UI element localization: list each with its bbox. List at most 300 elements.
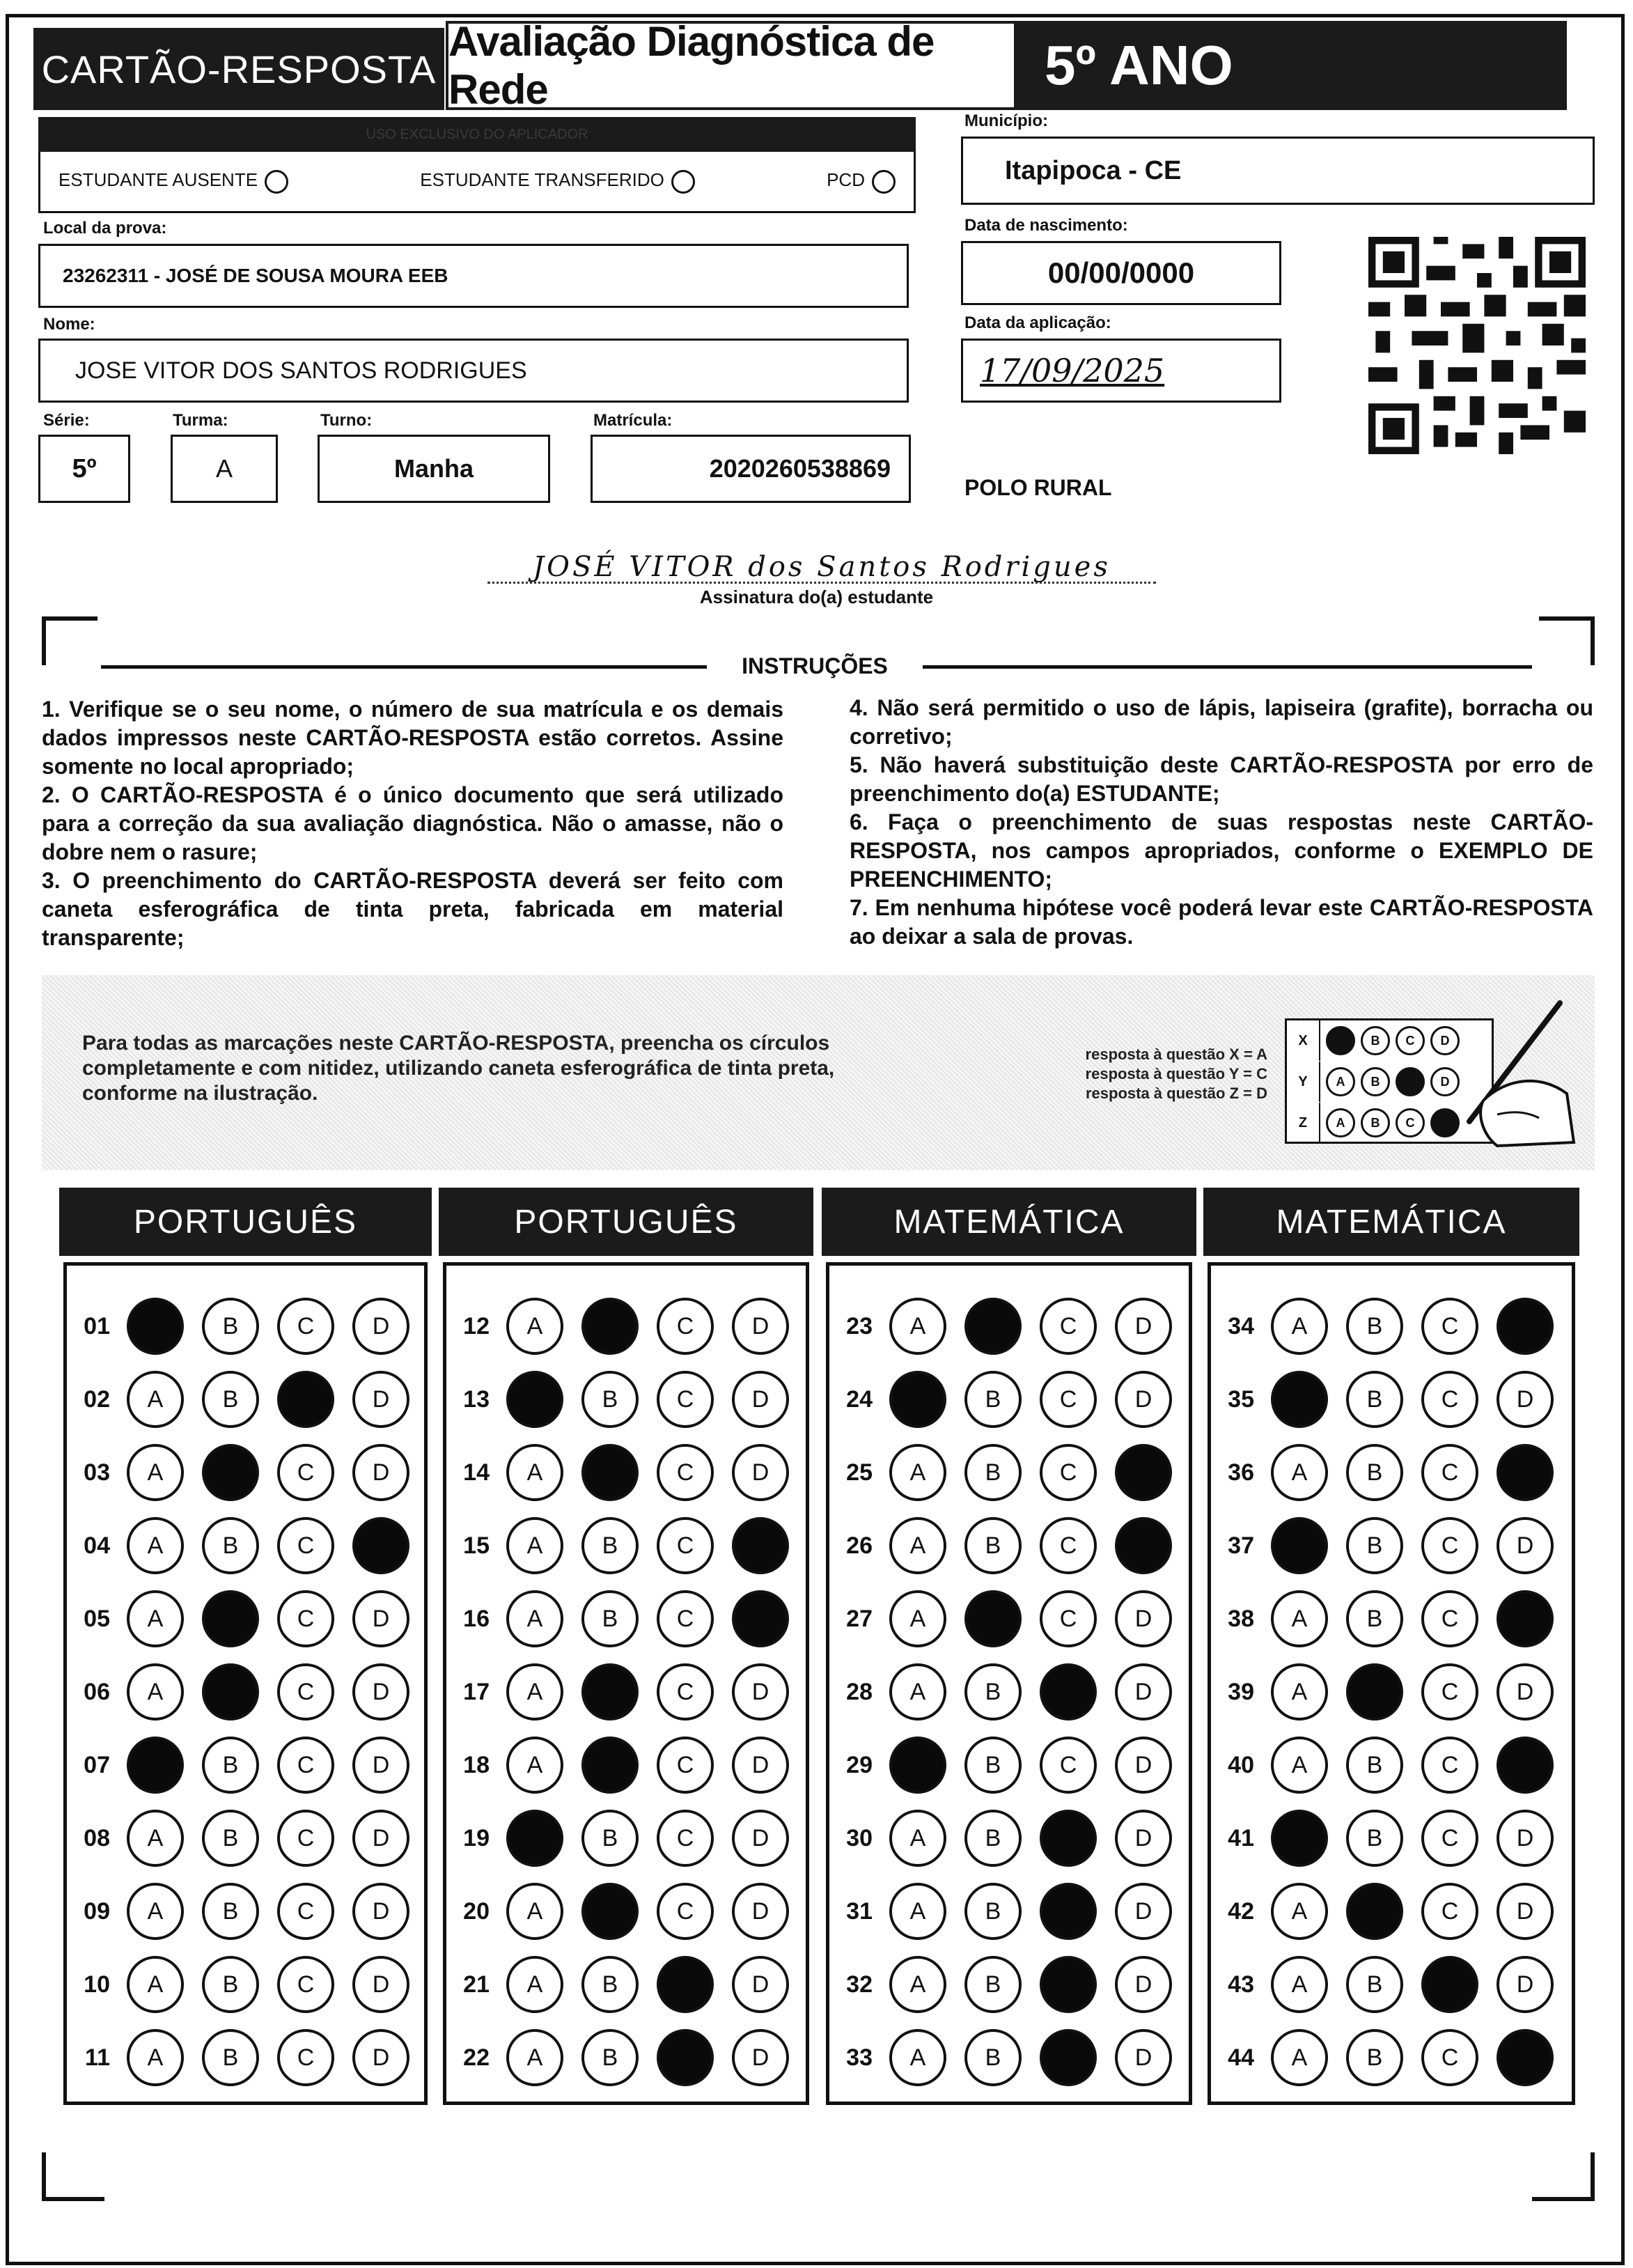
- answer-bubble-b[interactable]: B: [1346, 1590, 1403, 1647]
- answer-bubble-a[interactable]: A: [127, 2029, 184, 2086]
- answer-bubble-d[interactable]: D: [732, 1517, 789, 1574]
- question-number: 03: [84, 1459, 110, 1486]
- answer-bubble-a[interactable]: A: [127, 1663, 184, 1721]
- question-row: [67, 1734, 409, 1796]
- answer-bubble-b[interactable]: B: [1346, 1517, 1403, 1574]
- answer-bubble-b[interactable]: B: [202, 1298, 259, 1355]
- question-number: 25: [846, 1459, 873, 1486]
- answer-bubble-d[interactable]: D: [1115, 1810, 1172, 1867]
- question-row: [1211, 1807, 1554, 1870]
- answer-bubble-a[interactable]: A: [1271, 1663, 1328, 1721]
- answer-bubble-d[interactable]: D: [1115, 1444, 1172, 1501]
- answer-bubble-c[interactable]: C: [1040, 1590, 1097, 1647]
- applicator-bar: USO EXCLUSIVO DO APLICADOR: [38, 117, 916, 152]
- answer-bubble-d[interactable]: D: [732, 1883, 789, 1940]
- answer-bubble-c[interactable]: C: [1421, 1444, 1478, 1501]
- answer-bubble-a[interactable]: A: [1271, 1956, 1328, 2013]
- answer-bubble-d[interactable]: D: [352, 1590, 409, 1647]
- question-row: [446, 1880, 789, 1943]
- answer-bubble-a[interactable]: A: [1271, 1298, 1328, 1355]
- answer-bubble-a[interactable]: A: [506, 1298, 563, 1355]
- answer-bubble-a[interactable]: A: [889, 1663, 946, 1721]
- answer-bubble-a[interactable]: A: [1271, 1810, 1328, 1867]
- panel-title: MATEMÁTICA: [822, 1188, 1196, 1256]
- answer-bubble-a[interactable]: A: [506, 1663, 563, 1721]
- example-bubble-b: B: [1361, 1026, 1390, 1055]
- question-number: 07: [84, 1751, 110, 1778]
- question-number: 37: [1228, 1532, 1254, 1559]
- instructions-rule-left: [101, 665, 707, 669]
- example-row-label: Z: [1287, 1103, 1320, 1143]
- answer-bubble-d[interactable]: D: [1497, 2029, 1554, 2086]
- answer-bubble-d[interactable]: D: [1115, 1590, 1172, 1647]
- answer-bubble-a[interactable]: A: [127, 1737, 184, 1794]
- answer-bubble-a[interactable]: A: [889, 1737, 946, 1794]
- answer-bubble-b[interactable]: B: [581, 1883, 639, 1940]
- answer-bubble-b[interactable]: B: [1346, 1810, 1403, 1867]
- answer-bubble-c[interactable]: C: [1421, 1956, 1478, 2013]
- question-number: 36: [1228, 1459, 1254, 1486]
- answer-bubble-a[interactable]: A: [506, 1444, 563, 1501]
- answer-bubble-d[interactable]: D: [352, 1737, 409, 1794]
- question-row: [1211, 1295, 1554, 1358]
- example-row: [1287, 1103, 1460, 1143]
- question-row: [829, 1295, 1172, 1358]
- answer-bubble-d[interactable]: D: [352, 1444, 409, 1501]
- pole-label: POLO RURAL: [964, 475, 1112, 500]
- answer-bubble-a[interactable]: A: [506, 1371, 563, 1428]
- example-bubble-a: A: [1326, 1108, 1355, 1137]
- birth-field: 00/00/0000: [961, 241, 1281, 305]
- answer-bubble-c[interactable]: C: [1040, 1737, 1097, 1794]
- answer-bubble-d[interactable]: D: [1497, 1737, 1554, 1794]
- answer-bubble-c[interactable]: C: [277, 1298, 334, 1355]
- pcd-bubble[interactable]: [872, 170, 896, 194]
- answer-bubble-d[interactable]: D: [1497, 1444, 1554, 1501]
- example-text: Para todas as marcações neste CARTÃO-RESPOSTA, preencha os círculos completamente e com nitidez, utilizando caneta esferográfica de tinta preta, conforme na ilustração.: [82, 1032, 835, 1105]
- example-bubble-c: C: [1396, 1026, 1425, 1055]
- answer-bubble-d[interactable]: D: [732, 1371, 789, 1428]
- answer-bubble-a[interactable]: A: [889, 1371, 946, 1428]
- name-field: JOSE VITOR DOS SANTOS RODRIGUES: [38, 339, 909, 403]
- answer-bubble-c[interactable]: C: [657, 1883, 714, 1940]
- answer-bubble-b[interactable]: B: [964, 1663, 1022, 1721]
- answer-bubble-b[interactable]: B: [202, 1444, 259, 1501]
- answer-bubble-d[interactable]: D: [732, 2029, 789, 2086]
- question-row: [67, 1661, 409, 1723]
- answer-panel: [826, 1262, 1192, 2105]
- answer-bubble-d[interactable]: D: [732, 1444, 789, 1501]
- answer-bubble-d[interactable]: D: [1497, 1956, 1554, 2013]
- question-number: 35: [1228, 1385, 1254, 1413]
- answer-bubble-b[interactable]: B: [202, 2029, 259, 2086]
- question-row: [67, 1368, 409, 1431]
- answer-bubble-d[interactable]: D: [1115, 1663, 1172, 1721]
- question-row: [446, 1368, 789, 1431]
- answer-bubble-a[interactable]: A: [889, 2029, 946, 2086]
- answer-bubble-d[interactable]: D: [1497, 1371, 1554, 1428]
- answer-bubble-b[interactable]: B: [581, 1444, 639, 1501]
- answer-bubble-c[interactable]: C: [657, 2029, 714, 2086]
- answer-bubble-a[interactable]: A: [127, 1810, 184, 1867]
- question-row: [67, 1953, 409, 2016]
- question-row: [446, 1441, 789, 1504]
- answer-bubble-b[interactable]: B: [964, 1883, 1022, 1940]
- exam-title: Avaliação Diagnóstica de Rede: [446, 21, 1017, 110]
- answer-bubble-a[interactable]: A: [1271, 1737, 1328, 1794]
- question-row: [1211, 2026, 1554, 2089]
- answer-bubble-c[interactable]: C: [1040, 1444, 1097, 1501]
- answer-bubble-a[interactable]: A: [127, 1956, 184, 2013]
- question-number: 11: [85, 2044, 110, 2071]
- birth-label: Data de nascimento:: [964, 216, 1128, 235]
- question-number: 40: [1228, 1751, 1254, 1778]
- answer-bubble-a[interactable]: A: [889, 1956, 946, 2013]
- answer-bubble-d[interactable]: D: [732, 1956, 789, 2013]
- answer-bubble-a[interactable]: A: [127, 1298, 184, 1355]
- answer-bubble-c[interactable]: C: [657, 1663, 714, 1721]
- question-row: [829, 1368, 1172, 1431]
- question-row: [1211, 1661, 1554, 1723]
- answer-bubble-b[interactable]: B: [581, 1590, 639, 1647]
- question-row: [829, 1441, 1172, 1504]
- answer-bubble-d[interactable]: D: [1115, 1737, 1172, 1794]
- question-row: [67, 1807, 409, 1870]
- instruction-5: 5. Não haverá substituição deste CARTÃO-RESPOSTA por erro de preenchimento do(a) ESTUDANTE;: [850, 752, 1593, 806]
- answer-bubble-d[interactable]: D: [352, 1517, 409, 1574]
- answer-bubble-a[interactable]: A: [506, 1590, 563, 1647]
- question-row: [829, 1734, 1172, 1796]
- answer-panel: [63, 1262, 428, 2105]
- answer-bubble-d[interactable]: D: [732, 1737, 789, 1794]
- answer-panel: [1208, 1262, 1575, 2105]
- answer-bubble-c[interactable]: C: [657, 1298, 714, 1355]
- answer-bubble-c[interactable]: C: [657, 1590, 714, 1647]
- corner-mark-top-right: [1539, 616, 1595, 665]
- panel-title: MATEMÁTICA: [1203, 1188, 1579, 1256]
- answer-bubble-a[interactable]: A: [1271, 2029, 1328, 2086]
- hand-with-pen-icon: [1455, 996, 1581, 1149]
- answer-bubble-b[interactable]: B: [581, 1298, 639, 1355]
- question-number: 28: [846, 1678, 873, 1705]
- card-title: CARTÃO-RESPOSTA: [33, 28, 444, 110]
- question-number: 02: [84, 1385, 110, 1413]
- answer-bubble-b[interactable]: B: [1346, 1298, 1403, 1355]
- answer-bubble-a[interactable]: A: [506, 2029, 563, 2086]
- question-number: 24: [846, 1385, 873, 1413]
- question-row: [1211, 1368, 1554, 1431]
- answer-bubble-c[interactable]: C: [657, 1956, 714, 2013]
- question-number: 44: [1228, 2044, 1254, 2071]
- corner-mark-top-left: [42, 616, 97, 665]
- question-number: 01: [84, 1312, 110, 1339]
- shift-field: Manha: [318, 435, 550, 503]
- answer-bubble-a[interactable]: A: [889, 1444, 946, 1501]
- status-row: [38, 152, 916, 213]
- question-number: 15: [463, 1532, 490, 1559]
- answer-bubble-d[interactable]: D: [352, 1956, 409, 2013]
- answer-bubble-a[interactable]: A: [1271, 1517, 1328, 1574]
- answer-bubble-b[interactable]: B: [964, 1956, 1022, 2013]
- answer-bubble-c[interactable]: C: [1421, 1517, 1478, 1574]
- answer-bubble-d[interactable]: D: [732, 1810, 789, 1867]
- answer-bubble-b[interactable]: B: [581, 1663, 639, 1721]
- answer-bubble-b[interactable]: B: [581, 1517, 639, 1574]
- answer-bubble-d[interactable]: D: [732, 1590, 789, 1647]
- example-bubble-c: C: [1396, 1108, 1425, 1137]
- answer-bubble-a[interactable]: A: [889, 1298, 946, 1355]
- answer-bubble-c[interactable]: C: [1421, 1371, 1478, 1428]
- answer-bubble-b[interactable]: B: [1346, 1371, 1403, 1428]
- panel-title: PORTUGUÊS: [59, 1188, 432, 1256]
- question-row: [446, 1953, 789, 2016]
- example-bubble-b: B: [1361, 1108, 1390, 1137]
- answer-bubble-a[interactable]: A: [889, 1590, 946, 1647]
- answer-bubble-b[interactable]: B: [1346, 1663, 1403, 1721]
- instruction-7: 7. Em nenhuma hipótese você poderá levar este CARTÃO-RESPOSTA ao deixar a sala de provas.: [850, 895, 1593, 949]
- example-bubble-a: A: [1326, 1026, 1355, 1055]
- question-number: 08: [84, 1824, 110, 1851]
- answer-bubble-b[interactable]: B: [1346, 1444, 1403, 1501]
- answer-bubble-b[interactable]: B: [1346, 2029, 1403, 2086]
- question-number: 04: [84, 1532, 110, 1559]
- answer-bubble-a[interactable]: A: [506, 1737, 563, 1794]
- answer-bubble-b[interactable]: B: [581, 1737, 639, 1794]
- question-row: [829, 1807, 1172, 1870]
- answer-bubble-c[interactable]: C: [277, 1883, 334, 1940]
- question-row: [1211, 1587, 1554, 1650]
- answer-bubble-b[interactable]: B: [964, 1517, 1022, 1574]
- answer-bubble-d[interactable]: D: [1497, 1883, 1554, 1940]
- answer-bubble-c[interactable]: C: [1421, 1298, 1478, 1355]
- answer-bubble-d[interactable]: D: [352, 2029, 409, 2086]
- answer-bubble-a[interactable]: A: [506, 1883, 563, 1940]
- answer-bubble-a[interactable]: A: [506, 1956, 563, 2013]
- question-number: 09: [84, 1897, 110, 1925]
- answer-bubble-a[interactable]: A: [1271, 1590, 1328, 1647]
- shift-label: Turno:: [320, 411, 373, 430]
- answer-bubble-d[interactable]: D: [1115, 1956, 1172, 2013]
- answer-bubble-d[interactable]: D: [1497, 1517, 1554, 1574]
- question-number: 17: [463, 1678, 490, 1705]
- answer-bubble-d[interactable]: D: [1497, 1590, 1554, 1647]
- answer-bubble-a[interactable]: A: [1271, 1444, 1328, 1501]
- question-row: [829, 1953, 1172, 2016]
- enrollment-label: Matrícula:: [593, 411, 673, 430]
- answer-bubble-d[interactable]: D: [352, 1298, 409, 1355]
- answer-bubble-c[interactable]: C: [1421, 1590, 1478, 1647]
- answer-bubble-d[interactable]: D: [352, 1883, 409, 1940]
- pcd-option[interactable]: PCD: [827, 169, 896, 193]
- question-number: 05: [84, 1605, 110, 1632]
- answer-bubble-c[interactable]: C: [277, 1590, 334, 1647]
- series-label: Série:: [43, 411, 90, 430]
- instruction-3: 3. O preenchimento do CARTÃO-RESPOSTA deverá ser feito com caneta esferográfica de tinta preta, fabricada em material transparente;: [42, 868, 783, 950]
- answer-bubble-c[interactable]: C: [1421, 1810, 1478, 1867]
- question-number: 21: [463, 1971, 490, 1998]
- answer-bubble-b[interactable]: B: [964, 1810, 1022, 1867]
- answer-bubble-b[interactable]: B: [1346, 1956, 1403, 2013]
- answer-bubble-b[interactable]: B: [964, 2029, 1022, 2086]
- answer-bubble-c[interactable]: C: [1421, 1737, 1478, 1794]
- answer-bubble-d[interactable]: D: [1115, 1883, 1172, 1940]
- qr-code: [1366, 237, 1588, 454]
- answer-bubble-c[interactable]: C: [1040, 1956, 1097, 2013]
- answer-bubble-b[interactable]: B: [202, 1590, 259, 1647]
- answer-bubble-a[interactable]: A: [127, 1590, 184, 1647]
- answer-bubble-b[interactable]: B: [581, 2029, 639, 2086]
- series-field: 5º: [38, 435, 130, 503]
- question-row: [446, 1514, 789, 1577]
- answer-bubble-d[interactable]: D: [352, 1810, 409, 1867]
- answer-bubble-c[interactable]: C: [1040, 1883, 1097, 1940]
- answer-bubble-b[interactable]: B: [1346, 1883, 1403, 1940]
- answer-bubble-b[interactable]: B: [202, 1371, 259, 1428]
- example-bubble-b: B: [1361, 1067, 1390, 1096]
- answer-panel: [443, 1262, 809, 2105]
- answer-bubble-c[interactable]: C: [277, 2029, 334, 2086]
- question-row: [446, 1807, 789, 1870]
- question-number: 43: [1228, 1971, 1254, 1998]
- answer-bubble-a[interactable]: A: [127, 1371, 184, 1428]
- answer-bubble-d[interactable]: D: [1497, 1663, 1554, 1721]
- answer-bubble-c[interactable]: C: [277, 1737, 334, 1794]
- answer-bubble-a[interactable]: A: [1271, 1371, 1328, 1428]
- transferred-option[interactable]: ESTUDANTE TRANSFERIDO: [420, 169, 695, 193]
- question-row: [67, 1441, 409, 1504]
- answer-bubble-d[interactable]: D: [732, 1663, 789, 1721]
- answer-bubble-b[interactable]: B: [1346, 1737, 1403, 1794]
- example-legend-x: resposta à questão X = A: [1085, 1046, 1267, 1063]
- question-number: 32: [846, 1971, 873, 1998]
- answer-bubble-a[interactable]: A: [127, 1517, 184, 1574]
- answer-bubble-b[interactable]: B: [202, 1737, 259, 1794]
- answer-bubble-b[interactable]: B: [202, 1956, 259, 2013]
- answer-bubble-c[interactable]: C: [1421, 1883, 1478, 1940]
- location-field: 23262311 - JOSÉ DE SOUSA MOURA EEB: [38, 244, 909, 308]
- question-row: [829, 1880, 1172, 1943]
- answer-bubble-c[interactable]: C: [1040, 2029, 1097, 2086]
- example-bubble-d: D: [1430, 1026, 1460, 1055]
- instruction-4: 4. Não será permitido o uso de lápis, lapiseira (grafite), borracha ou corretivo;: [850, 695, 1593, 749]
- answer-bubble-d[interactable]: D: [1115, 1371, 1172, 1428]
- question-row: [829, 1587, 1172, 1650]
- answer-bubble-a[interactable]: A: [506, 1517, 563, 1574]
- question-row: [67, 2026, 409, 2089]
- question-number: 42: [1228, 1897, 1254, 1925]
- answer-bubble-b[interactable]: B: [202, 1883, 259, 1940]
- answer-bubble-a[interactable]: A: [506, 1810, 563, 1867]
- instructions-rule-right: [923, 665, 1532, 669]
- class-label: Turma:: [173, 411, 228, 430]
- answer-bubble-b[interactable]: B: [964, 1371, 1022, 1428]
- location-label: Local da prova:: [43, 219, 167, 238]
- absent-bubble[interactable]: [265, 170, 288, 194]
- question-number: 14: [463, 1459, 490, 1486]
- answer-bubble-d[interactable]: D: [352, 1371, 409, 1428]
- answer-bubble-c[interactable]: C: [1040, 1810, 1097, 1867]
- answer-bubble-c[interactable]: C: [277, 1444, 334, 1501]
- answer-bubble-b[interactable]: B: [202, 1517, 259, 1574]
- answer-bubble-b[interactable]: B: [964, 1444, 1022, 1501]
- corner-mark-bottom-right: [1532, 2152, 1595, 2201]
- answer-bubble-b[interactable]: B: [581, 1810, 639, 1867]
- answer-bubble-c[interactable]: C: [1040, 1663, 1097, 1721]
- question-number: 13: [463, 1385, 490, 1413]
- answer-bubble-c[interactable]: C: [1040, 1371, 1097, 1428]
- answer-bubble-a[interactable]: A: [1271, 1883, 1328, 1940]
- transferred-bubble[interactable]: [671, 170, 695, 194]
- answer-bubble-b[interactable]: B: [581, 1371, 639, 1428]
- instructions-title: INSTRUÇÕES: [742, 653, 888, 678]
- answer-bubble-b[interactable]: B: [964, 1737, 1022, 1794]
- answer-bubble-a[interactable]: A: [127, 1883, 184, 1940]
- answer-bubble-c[interactable]: C: [657, 1444, 714, 1501]
- answer-bubble-c[interactable]: C: [277, 1810, 334, 1867]
- question-number: 26: [846, 1532, 873, 1559]
- answer-bubble-d[interactable]: D: [1497, 1298, 1554, 1355]
- answer-bubble-d[interactable]: D: [1497, 1810, 1554, 1867]
- question-row: [67, 1880, 409, 1943]
- answer-bubble-c[interactable]: C: [277, 1517, 334, 1574]
- answer-bubble-a[interactable]: A: [889, 1517, 946, 1574]
- answer-bubble-b[interactable]: B: [964, 1298, 1022, 1355]
- question-number: 41: [1228, 1824, 1254, 1851]
- answer-bubble-c[interactable]: C: [277, 1371, 334, 1428]
- answer-bubble-c[interactable]: C: [657, 1371, 714, 1428]
- answer-bubble-d[interactable]: D: [1115, 1517, 1172, 1574]
- example-bubble-d: D: [1430, 1067, 1460, 1096]
- answer-bubble-b[interactable]: B: [964, 1590, 1022, 1647]
- answer-bubble-c[interactable]: C: [657, 1517, 714, 1574]
- corner-mark-bottom-left: [42, 2152, 104, 2201]
- question-number: 19: [463, 1824, 490, 1851]
- answer-bubble-a[interactable]: A: [127, 1444, 184, 1501]
- question-row: [829, 2026, 1172, 2089]
- question-number: 10: [84, 1971, 110, 1998]
- answer-bubble-c[interactable]: C: [1040, 1517, 1097, 1574]
- instructions-left: [42, 695, 783, 952]
- answer-bubble-c[interactable]: C: [1421, 2029, 1478, 2086]
- answer-bubble-d[interactable]: D: [1115, 1298, 1172, 1355]
- answer-bubble-c[interactable]: C: [277, 1663, 334, 1721]
- answer-bubble-a[interactable]: A: [889, 1810, 946, 1867]
- answer-bubble-c[interactable]: C: [277, 1956, 334, 2013]
- answer-bubble-a[interactable]: A: [889, 1883, 946, 1940]
- question-number: 38: [1228, 1605, 1254, 1632]
- absent-option[interactable]: ESTUDANTE AUSENTE: [58, 169, 288, 193]
- answer-bubble-b[interactable]: B: [202, 1810, 259, 1867]
- answer-bubble-c[interactable]: C: [657, 1737, 714, 1794]
- answer-bubble-d[interactable]: D: [732, 1298, 789, 1355]
- answer-bubble-c[interactable]: C: [1040, 1298, 1097, 1355]
- answer-bubble-b[interactable]: B: [581, 1956, 639, 2013]
- example-legend: [975, 1045, 1267, 1103]
- answer-bubble-c[interactable]: C: [657, 1810, 714, 1867]
- question-row: [446, 1587, 789, 1650]
- application-date-field: 17/09/2025: [961, 339, 1281, 403]
- enrollment-field: 2020260538869: [591, 435, 911, 503]
- answer-bubble-d[interactable]: D: [352, 1663, 409, 1721]
- question-number: 06: [84, 1678, 110, 1705]
- answer-bubble-d[interactable]: D: [1115, 2029, 1172, 2086]
- answer-bubble-c[interactable]: C: [1421, 1663, 1478, 1721]
- municipality-field: Itapipoca - CE: [961, 137, 1595, 205]
- answer-bubble-b[interactable]: B: [202, 1663, 259, 1721]
- question-row: [67, 1295, 409, 1358]
- question-row: [1211, 1880, 1554, 1943]
- question-row: [446, 1295, 789, 1358]
